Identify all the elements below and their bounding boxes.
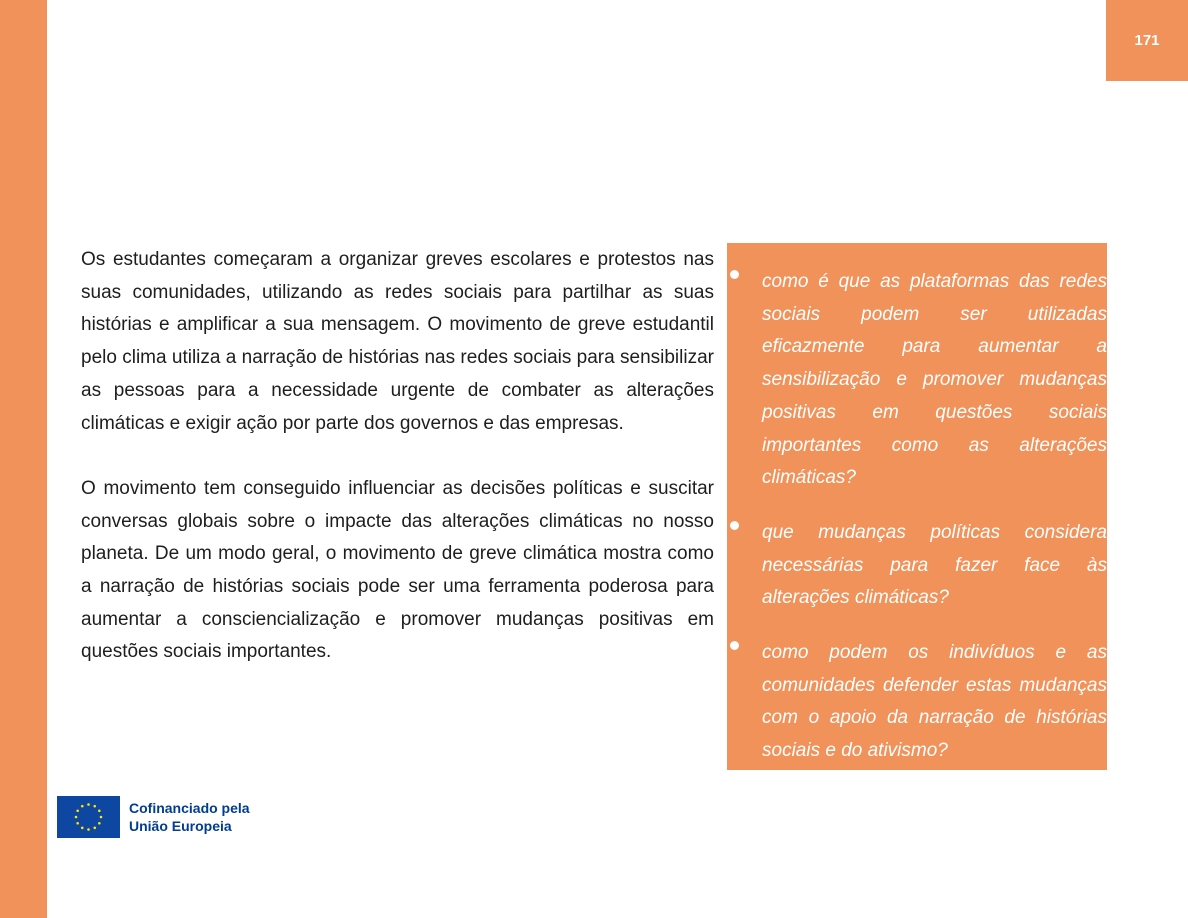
eu-flag-icon <box>57 796 120 838</box>
body-paragraph-1: Os estudantes começaram a organizar greves escolares e protestos nas suas comunidades, utilizando as redes sociais para partilhar as suas histórias e amplificar a sua mensagem. O movimento de greve estudantil pelo clima utiliza a narração de histórias nas redes sociais para sensibilizar as pessoas para a necessidade urgente de combater as alterações climáticas e exigir ação por parte dos governos e das empresas. <box>81 249 714 434</box>
eu-logo-label <box>129 799 250 835</box>
bullet-icon <box>730 270 739 279</box>
question-item <box>762 517 1107 615</box>
eu-star <box>81 827 84 830</box>
question-list <box>762 266 1107 790</box>
question-box <box>727 243 1107 770</box>
page-number-box <box>1106 0 1188 81</box>
question-item <box>762 637 1107 768</box>
eu-cofunding-logo <box>57 796 250 838</box>
eu-star <box>81 805 84 808</box>
eu-star <box>76 809 79 812</box>
eu-star <box>87 803 90 806</box>
body-text <box>81 244 714 669</box>
question-item <box>762 266 1107 495</box>
eu-star <box>76 822 79 825</box>
side-accent-bar <box>0 0 47 918</box>
eu-star <box>98 809 101 812</box>
question-text: que mudanças políticas considera necessárias para fazer face às alterações climáticas? <box>762 521 1107 609</box>
eu-star <box>75 816 78 819</box>
eu-star <box>93 827 96 830</box>
bullet-icon <box>730 521 739 530</box>
question-text: como podem os indivíduos e as comunidades defender estas mudanças com o apoio da narração de histórias sociais e do ativismo? <box>762 642 1107 762</box>
bullet-icon <box>730 641 739 650</box>
body-paragraph-2: O movimento tem conseguido influenciar as decisões políticas e suscitar conversas globais sobre o impacte das alterações climáticas no nosso planeta. De um modo geral, o movimento de greve climática mostra como a narração de histórias sociais pode ser uma ferramenta poderosa para aumentar a consciencialização e promover mudanças positivas em questões sociais importantes. <box>81 477 714 663</box>
question-text: como é que as plataformas das redes sociais podem ser utilizadas eficazmente para aumentar a sensibilização e promover mudanças positivas em questões sociais importantes como as alterações climáticas? <box>762 271 1107 489</box>
eu-star <box>100 816 103 819</box>
eu-star <box>98 822 101 825</box>
eu-star <box>93 805 96 808</box>
eu-logo-line-1: Cofinanciado pela <box>129 800 250 816</box>
page-number: 171 <box>1134 32 1160 49</box>
eu-star <box>87 828 90 831</box>
eu-logo-line-2: União Europeia <box>129 818 232 834</box>
